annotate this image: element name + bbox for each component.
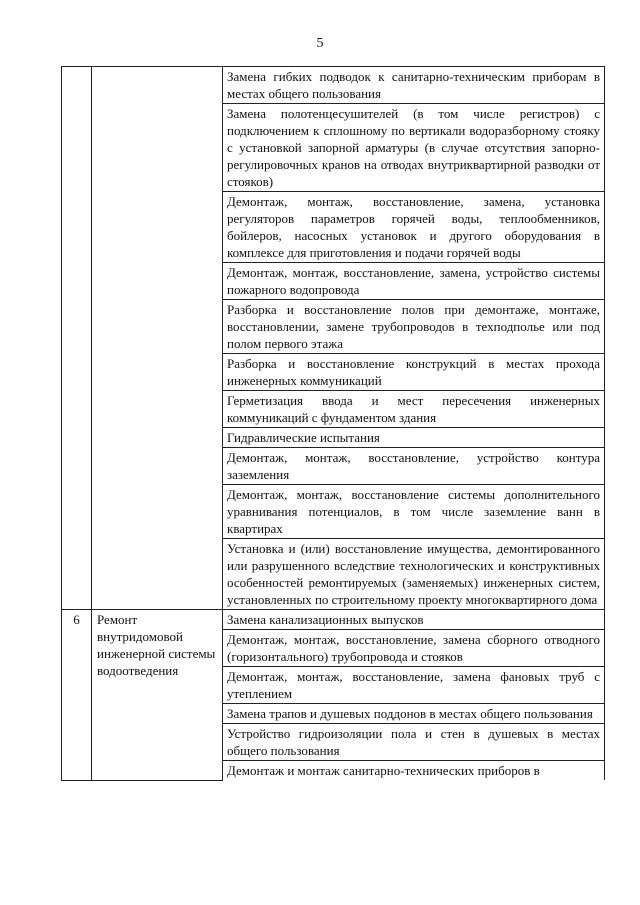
work-cell: Замена гибких подводок к санитарно-техническим приборам в местах общего пользования	[223, 67, 605, 104]
work-cell: Герметизация ввода и мест пересечения инженерных коммуникаций с фундаментом здания	[223, 391, 605, 428]
work-cell: Демонтаж и монтаж санитарно-технических приборов в	[223, 761, 605, 781]
work-cell: Установка и (или) восстановление имущества, демонтированного или разрушенного вследствие технологических и конструктивных особенностей ремонтируемых (заменяемых) инженерных систем, установленных по строительному проекту многоквартирного дома	[223, 539, 605, 610]
table-row	[62, 610, 605, 630]
work-cell: Замена полотенцесушителей (в том числе регистров) с подключением к сплошному по вертикали водоразборному стояку с установкой запорной арматуры (в случае отсутствия запорно-регулировочных кранов на отводах внутриквартирной разводки от стояков)	[223, 104, 605, 192]
work-cell: Демонтаж, монтаж, восстановление, замена, установка регуляторов параметров горячей воды, теплообменников, бойлеров, насосных установок и другого оборудования в комплексе для приготовления и подачи горячей воды	[223, 192, 605, 263]
work-cell: Замена канализационных выпусков	[223, 610, 605, 630]
table-row	[62, 67, 605, 104]
works-table	[61, 66, 605, 781]
work-cell: Демонтаж, монтаж, восстановление, замена сборного отводного (горизонтального) трубопровода и стояков	[223, 630, 605, 667]
work-cell: Разборка и восстановление конструкций в местах прохода инженерных коммуникаций	[223, 354, 605, 391]
work-cell: Демонтаж, монтаж, восстановление, замена, устройство системы пожарного водопровода	[223, 263, 605, 300]
system-cell	[92, 67, 223, 610]
number-cell	[62, 67, 92, 610]
work-cell: Разборка и восстановление полов при демонтаже, монтаже, восстановлении, замене трубопроводов в техподполье или под полом первого этажа	[223, 300, 605, 354]
works-table-body	[62, 67, 605, 781]
section-system-cell: Ремонт внутридомовой инженерной системы водоотведения	[92, 610, 223, 781]
work-cell: Демонтаж, монтаж, восстановление, устройство контура заземления	[223, 448, 605, 485]
work-cell: Гидравлические испытания	[223, 428, 605, 448]
work-cell: Замена трапов и душевых поддонов в местах общего пользования	[223, 704, 605, 724]
work-cell: Демонтаж, монтаж, восстановление, замена фановых труб с утеплением	[223, 667, 605, 704]
work-cell: Демонтаж, монтаж, восстановление системы дополнительного уравнивания потенциалов, в том числе заземление ванн в квартирах	[223, 485, 605, 539]
work-cell: Устройство гидроизоляции пола и стен в душевых в местах общего пользования	[223, 724, 605, 761]
section-number-cell: 6	[62, 610, 92, 781]
page-number: 5	[316, 36, 324, 51]
